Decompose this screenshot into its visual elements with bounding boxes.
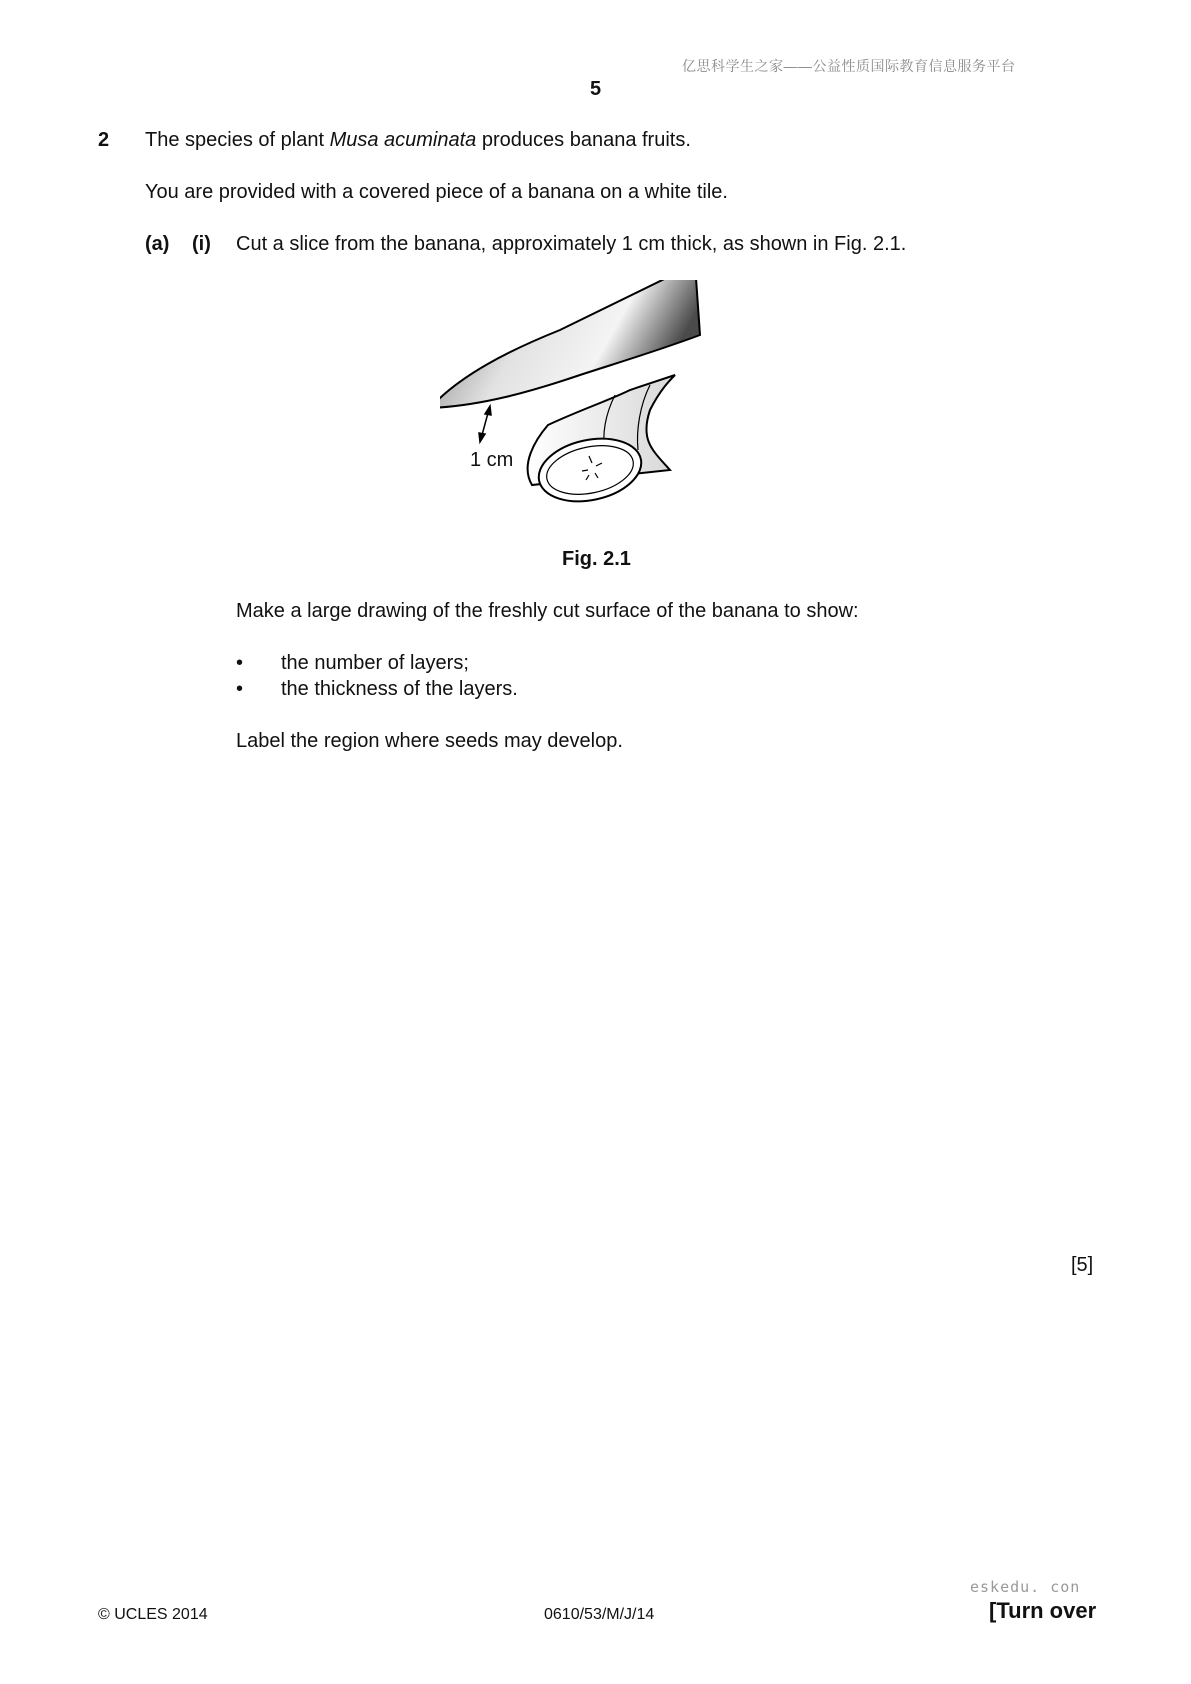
species-name: Musa acuminata [329,129,477,151]
footer-turn-over: [Turn over [989,1598,1097,1623]
marks-indicator: [5] [1071,1254,1094,1276]
watermark-text: 亿思科学生之家——公益性质国际教育信息服务平台 [682,58,1016,74]
drawing-instruction: Make a large drawing of the freshly cut surface of the banana to show: [236,600,859,622]
label-instruction: Label the region where seeds may develop. [236,730,623,752]
bullet-2-symbol: • [236,678,244,700]
bullet-2: the thickness of the layers. [281,678,518,700]
footer-code: 0610/53/M/J/14 [544,1606,655,1623]
measurement-arrow [479,406,491,442]
question-number: 2 [98,129,110,151]
figure-caption: Fig. 2.1 [562,548,631,570]
intro-post: produces banana fruits. [476,129,691,151]
page-number: 5 [590,78,602,100]
intro-pre: The species of plant [145,129,330,151]
question-intro [145,129,691,152]
part-i-label: (i) [192,233,211,255]
bullet-1-symbol: • [236,652,244,674]
bullet-1: the number of layers; [281,652,469,674]
figure-knife-banana [440,280,760,525]
cut-instruction: Cut a slice from the banana, approximately 1 cm thick, as shown in Fig. 2.1. [236,233,907,255]
site-watermark: eskedu. con [970,1578,1081,1596]
part-a-label: (a) [145,233,170,255]
provided-text: You are provided with a covered piece of a banana on a white tile. [145,181,728,203]
figure-label-1cm: 1 cm [470,449,514,471]
footer-copyright: © UCLES 2014 [98,1606,208,1623]
